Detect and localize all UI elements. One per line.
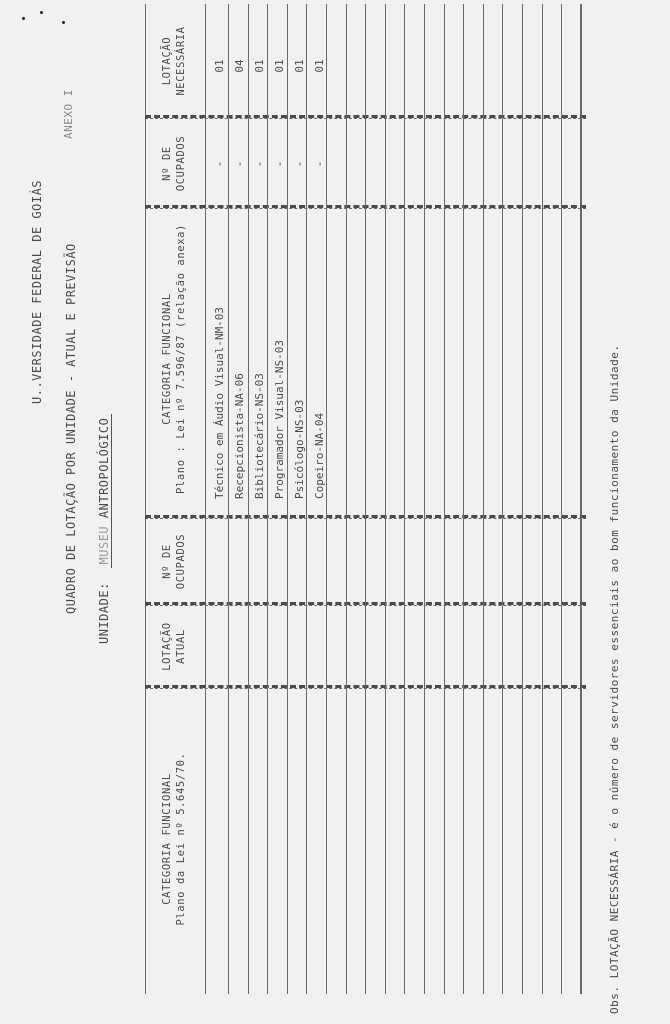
row-rule [248, 4, 249, 994]
ink-speck [40, 11, 43, 14]
unit-line [97, 414, 112, 644]
header-ocupados-old: Nº DE OCUPADOS [161, 533, 187, 590]
header-ocupados-new: Nº DE OCUPADOS [161, 135, 187, 192]
row-necessaria: 01 [293, 59, 306, 73]
row-category: Bibliotecário-NS-03 [253, 373, 266, 499]
row-necessaria: 01 [253, 59, 266, 73]
row-necessaria: 01 [313, 59, 326, 73]
document-title: QUADRO DE LOTAÇÃO POR UNIDADE - ATUAL E PREVISÃO [64, 243, 78, 614]
row-rule [287, 4, 288, 994]
row-ocupados: - [273, 160, 286, 168]
ink-speck [62, 21, 65, 24]
header-categoria-new: CATEGORIA FUNCIONAL Plano : Lei nº 7.596/87 (relação anexa) [161, 224, 187, 494]
row-rule [306, 4, 307, 994]
row-rule [404, 4, 405, 994]
ink-speck [22, 17, 25, 20]
table-top-rule [145, 4, 146, 994]
row-rule [228, 4, 229, 994]
header-lotacao-atual: LOTAÇÃO ATUAL [161, 622, 187, 671]
row-category: Psicólogo-NS-03 [293, 399, 306, 499]
row-rule [346, 4, 347, 994]
row-rule [542, 4, 543, 994]
row-ocupados: - [213, 160, 226, 168]
row-ocupados: - [293, 160, 306, 168]
footnote: Obs. LOTAÇÃO NECESSÁRIA - é o número de servidores essenciais ao bom funcionamento da Unidade. [608, 344, 621, 1014]
row-rule [502, 4, 503, 994]
row-rule [581, 4, 582, 994]
row-category: Programador Visual-NS-03 [273, 340, 286, 499]
header-categoria-old: CATEGORIA FUNCIONAL Plano da Lei nº 5.645/70. [161, 752, 187, 926]
row-rule [522, 4, 523, 994]
row-rule [365, 4, 366, 994]
row-rule [424, 4, 425, 994]
row-rule [385, 4, 386, 994]
row-category: Técnico em Áudio Visual-NM-03 [213, 306, 226, 499]
row-ocupados: - [253, 160, 266, 168]
row-ocupados: - [313, 160, 326, 168]
row-necessaria: 01 [273, 59, 286, 73]
row-necessaria: 04 [233, 59, 246, 73]
row-rule [483, 4, 484, 994]
table-header-rule [205, 4, 206, 994]
row-rule [267, 4, 268, 994]
unit-label: UNIDADE: [97, 582, 111, 644]
unit-value: MUSEU ANTROPOLÓGICO [97, 414, 112, 568]
row-category: Copeiro-NA-04 [313, 412, 326, 499]
row-rule [463, 4, 464, 994]
row-ocupados: - [233, 160, 246, 168]
row-rule [444, 4, 445, 994]
university-name: U..VERSIDADE FEDERAL DE GOIÁS [30, 179, 44, 404]
row-category: Recepcionista-NA-06 [233, 373, 246, 499]
row-rule [326, 4, 327, 994]
row-necessaria: 01 [213, 59, 226, 73]
header-lotacao-necessaria: LOTAÇÃO NECESSÁRIA [161, 26, 187, 96]
annex-label: ANEXO I [62, 89, 75, 139]
row-rule [561, 4, 562, 994]
